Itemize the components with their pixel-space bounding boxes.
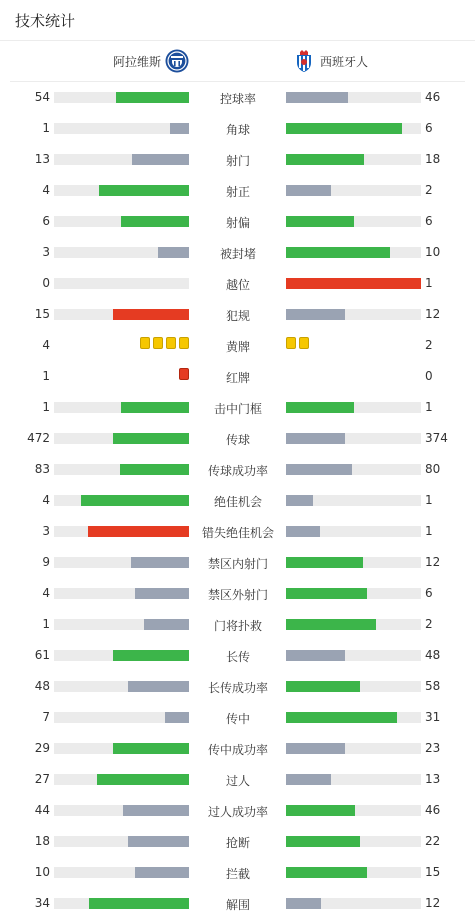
stat-row [0, 521, 475, 541]
home-bar-fill [81, 495, 189, 506]
home-bar-track [54, 154, 189, 165]
home-value: 34 [34, 896, 50, 910]
away-value: 1 [425, 276, 433, 290]
away-bar-track [286, 681, 421, 692]
stat-row [0, 335, 475, 355]
away-value: 6 [425, 214, 433, 228]
yellow-card-icon [140, 337, 150, 349]
away-bar-fill [286, 650, 345, 661]
home-bar-fill [132, 154, 189, 165]
away-value: 80 [425, 462, 441, 476]
home-bar-fill [131, 557, 189, 568]
away-bar-track [286, 836, 421, 847]
home-value: 7 [42, 710, 50, 724]
page-title: 技术统计 [15, 12, 76, 30]
stat-label: 过人成功率 [207, 805, 268, 819]
home-bar-track [54, 743, 189, 754]
home-value: 472 [27, 431, 50, 445]
away-bar-fill [286, 774, 331, 785]
stat-label: 红牌 [225, 371, 250, 385]
stat-label: 传球 [225, 433, 250, 447]
home-value: 4 [42, 493, 50, 507]
away-value: 58 [425, 679, 441, 693]
away-value: 18 [425, 152, 441, 166]
home-value: 18 [34, 834, 50, 848]
stat-row [0, 273, 475, 293]
home-bar-track [54, 216, 189, 227]
stat-row [0, 769, 475, 789]
away-bar-track [286, 619, 421, 630]
stat-label: 过人 [225, 774, 250, 788]
home-value: 1 [42, 400, 50, 414]
home-bar-track [54, 805, 189, 816]
home-value: 29 [34, 741, 50, 755]
stat-label: 抢断 [225, 836, 250, 850]
away-bar-fill [286, 526, 320, 537]
stat-row [0, 552, 475, 572]
away-bar-fill [286, 92, 348, 103]
home-value: 4 [42, 183, 50, 197]
home-value: 54 [34, 90, 50, 104]
home-team[interactable] [113, 49, 189, 73]
stat-row [0, 645, 475, 665]
away-bar-fill [286, 402, 354, 413]
home-bar-fill [113, 433, 189, 444]
home-bar-fill [135, 588, 189, 599]
home-bar-fill [99, 185, 189, 196]
stat-row [0, 366, 475, 386]
away-value: 1 [425, 524, 433, 538]
home-value: 13 [34, 152, 50, 166]
home-bar-fill [113, 650, 189, 661]
stat-label: 长传成功率 [207, 681, 268, 695]
stat-label: 控球率 [219, 92, 256, 106]
stat-label: 长传 [225, 650, 250, 664]
away-bar-track [286, 588, 421, 599]
away-bar-track [286, 309, 421, 320]
away-bar-fill [286, 309, 345, 320]
away-value: 6 [425, 121, 433, 135]
away-value: 31 [425, 710, 441, 724]
stat-row [0, 118, 475, 138]
away-bar-fill [286, 247, 390, 258]
away-value: 1 [425, 400, 433, 414]
away-bar-fill [286, 898, 321, 909]
away-value: 0 [425, 369, 433, 383]
stat-label: 门将扑救 [213, 619, 262, 633]
away-bar-fill [286, 154, 364, 165]
away-bar-fill [286, 185, 331, 196]
home-bar-fill [123, 805, 189, 816]
stat-label: 传中成功率 [207, 743, 268, 757]
home-bar-fill [158, 247, 189, 258]
stat-row [0, 862, 475, 882]
yellow-card-icon [299, 337, 309, 349]
away-value: 10 [425, 245, 441, 259]
away-bar-fill [286, 557, 363, 568]
home-bar-fill [97, 774, 189, 785]
home-bar-fill [121, 402, 189, 413]
away-bar-track [286, 557, 421, 568]
away-bar-fill [286, 495, 313, 506]
away-value: 6 [425, 586, 433, 600]
stat-label: 禁区外射门 [207, 588, 268, 602]
home-bar-fill [144, 619, 189, 630]
away-bar-fill [286, 278, 421, 289]
away-bar-fill [286, 433, 345, 444]
stat-row [0, 149, 475, 169]
away-bar-track [286, 123, 421, 134]
away-bar-track [286, 92, 421, 103]
away-bar-fill [286, 867, 367, 878]
away-value: 46 [425, 90, 441, 104]
home-bar-track [54, 650, 189, 661]
home-bar-fill [128, 836, 189, 847]
red-card-icon [179, 368, 189, 380]
away-bar-track [286, 898, 421, 909]
yellow-card-icon [179, 337, 189, 349]
home-bar-track [54, 557, 189, 568]
stat-label: 射正 [225, 185, 250, 199]
stat-row [0, 180, 475, 200]
stat-label: 黄牌 [225, 340, 250, 354]
home-bar-fill [120, 464, 189, 475]
stat-row [0, 211, 475, 231]
away-value: 13 [425, 772, 441, 786]
home-value: 83 [34, 462, 50, 476]
stat-row [0, 583, 475, 603]
away-bar-fill [286, 619, 376, 630]
stat-label: 击中门框 [213, 402, 262, 416]
yellow-card-icon [153, 337, 163, 349]
away-cards [286, 337, 309, 351]
stat-row [0, 87, 475, 107]
home-bar-track [54, 309, 189, 320]
away-bar-track [286, 433, 421, 444]
home-bar-track [54, 123, 189, 134]
home-bar-track [54, 433, 189, 444]
away-bar-track [286, 216, 421, 227]
stat-label: 解围 [225, 898, 250, 912]
away-value: 46 [425, 803, 441, 817]
home-bar-track [54, 526, 189, 537]
away-bar-track [286, 464, 421, 475]
away-bar-track [286, 805, 421, 816]
home-value: 9 [42, 555, 50, 569]
espanyol-crest-icon [292, 49, 316, 73]
stat-row [0, 397, 475, 417]
stat-label: 拦截 [225, 867, 250, 881]
away-bar-track [286, 185, 421, 196]
away-value: 48 [425, 648, 441, 662]
away-value: 12 [425, 307, 441, 321]
home-bar-track [54, 185, 189, 196]
stat-label: 犯规 [225, 309, 250, 323]
home-bar-fill [113, 743, 189, 754]
away-bar-fill [286, 836, 360, 847]
home-bar-fill [170, 123, 189, 134]
home-bar-track [54, 464, 189, 475]
home-bar-track [54, 619, 189, 630]
away-value: 23 [425, 741, 441, 755]
home-bar-fill [121, 216, 189, 227]
home-value: 1 [42, 121, 50, 135]
stat-row [0, 707, 475, 727]
away-bar-track [286, 867, 421, 878]
home-bar-fill [89, 898, 189, 909]
stat-label: 被封堵 [219, 247, 256, 261]
away-value: 15 [425, 865, 441, 879]
away-value: 2 [425, 338, 433, 352]
away-value: 2 [425, 617, 433, 631]
stat-row [0, 738, 475, 758]
away-bar-track [286, 774, 421, 785]
home-bar-fill [113, 309, 189, 320]
away-value: 2 [425, 183, 433, 197]
stat-row [0, 242, 475, 262]
home-bar-track [54, 836, 189, 847]
alaves-crest-icon [165, 49, 189, 73]
away-value: 1 [425, 493, 433, 507]
away-value: 12 [425, 896, 441, 910]
away-bar-fill [286, 743, 345, 754]
yellow-card-icon [166, 337, 176, 349]
away-bar-fill [286, 464, 352, 475]
home-cards [140, 337, 189, 351]
home-value: 3 [42, 245, 50, 259]
away-bar-track [286, 402, 421, 413]
home-value: 4 [42, 586, 50, 600]
stat-label: 角球 [225, 123, 250, 137]
home-bar-fill [116, 92, 189, 103]
home-bar-fill [165, 712, 189, 723]
stat-row [0, 893, 475, 913]
home-value: 10 [34, 865, 50, 879]
home-bar-track [54, 92, 189, 103]
away-bar-fill [286, 805, 355, 816]
away-bar-track [286, 154, 421, 165]
home-bar-track [54, 712, 189, 723]
stat-row [0, 676, 475, 696]
stat-row [0, 459, 475, 479]
home-bar-track [54, 278, 189, 289]
stat-label: 越位 [225, 278, 250, 292]
home-value: 1 [42, 617, 50, 631]
home-value: 44 [34, 803, 50, 817]
away-value: 374 [425, 431, 448, 445]
stat-label: 绝佳机会 [213, 495, 262, 509]
away-bar-track [286, 712, 421, 723]
away-bar-fill [286, 216, 354, 227]
stat-row [0, 490, 475, 510]
home-bar-fill [88, 526, 189, 537]
home-value: 1 [42, 369, 50, 383]
stat-row [0, 614, 475, 634]
away-team-name: 西班牙人 [320, 54, 369, 69]
home-bar-track [54, 588, 189, 599]
header [0, 0, 475, 41]
home-bar-fill [135, 867, 189, 878]
teams-bar [10, 41, 465, 82]
away-bar-fill [286, 123, 402, 134]
home-value: 27 [34, 772, 50, 786]
home-team-name: 阿拉维斯 [112, 54, 161, 69]
away-bar-fill [286, 712, 397, 723]
away-bar-track [286, 495, 421, 506]
stat-row [0, 800, 475, 820]
stat-label: 错失绝佳机会 [201, 526, 274, 540]
stat-row [0, 304, 475, 324]
home-value: 3 [42, 524, 50, 538]
stat-label: 射门 [225, 154, 250, 168]
stat-row [0, 831, 475, 851]
away-bar-track [286, 743, 421, 754]
home-bar-fill [128, 681, 189, 692]
home-bar-track [54, 247, 189, 258]
away-bar-fill [286, 681, 360, 692]
home-bar-track [54, 867, 189, 878]
home-value: 15 [34, 307, 50, 321]
stat-label: 传球成功率 [207, 464, 268, 478]
away-bar-track [286, 526, 421, 537]
away-team[interactable] [292, 49, 368, 73]
home-bar-track [54, 681, 189, 692]
yellow-card-icon [286, 337, 296, 349]
stat-label: 射偏 [225, 216, 250, 230]
away-value: 12 [425, 555, 441, 569]
away-bar-track [286, 650, 421, 661]
home-bar-track [54, 495, 189, 506]
home-value: 6 [42, 214, 50, 228]
away-bar-track [286, 247, 421, 258]
stat-label: 禁区内射门 [207, 557, 268, 571]
away-bar-fill [286, 588, 367, 599]
stat-label: 传中 [225, 712, 250, 726]
home-value: 61 [34, 648, 50, 662]
home-value: 48 [34, 679, 50, 693]
stat-row [0, 428, 475, 448]
home-bar-track [54, 898, 189, 909]
home-bar-track [54, 774, 189, 785]
home-value: 0 [42, 276, 50, 290]
away-bar-track [286, 278, 421, 289]
away-value: 22 [425, 834, 441, 848]
home-cards [179, 368, 189, 382]
home-bar-track [54, 402, 189, 413]
home-value: 4 [42, 338, 50, 352]
